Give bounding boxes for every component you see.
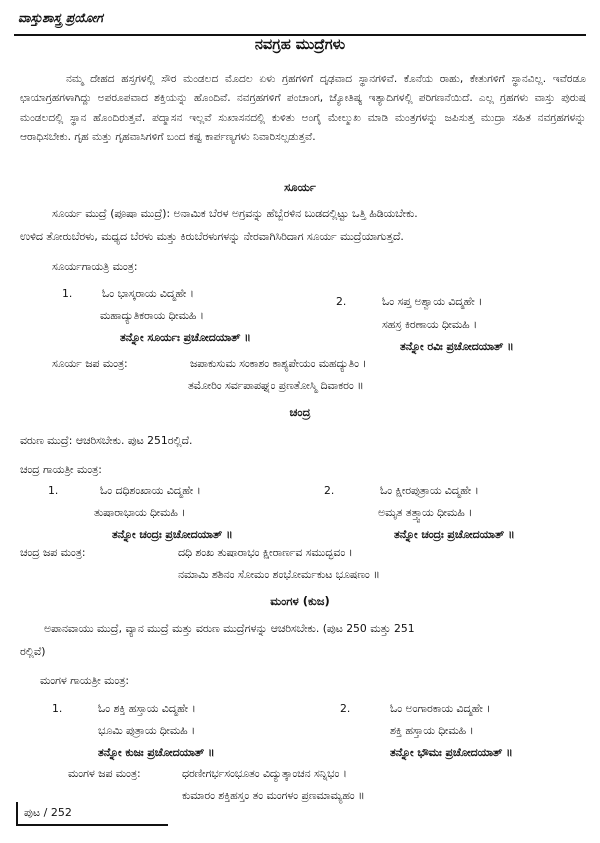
mangala-gayatri-number-2: 2. (340, 702, 351, 715)
chandra-gayatri-2-line-1: ಓಂ ಕ್ಷೀರಪುತ್ರಾಯ ವಿದ್ಮಹೇ । (380, 484, 479, 497)
chandra-gayatri-label: ಚಂದ್ರ ಗಾಯತ್ರೀ ಮಂತ್ರ: (20, 463, 102, 476)
mangala-gayatri-number-1: 1. (52, 702, 63, 715)
mangala-gayatri-2-line-1: ಓಂ ಅಂಗಾರಕಾಯ ವಿದ್ಮಹೇ । (390, 702, 491, 715)
surya-gayatri-number-2: 2. (336, 295, 347, 308)
mangala-mudra-text-cont: ರಲ್ಲಿವೆ) (20, 645, 46, 658)
page-title: ನವಗ್ರಹ ಮುದ್ರೆಗಳು (254, 37, 346, 53)
intro-paragraph: ನಮ್ಮ ದೇಹದ ಹಸ್ತಗಳಲ್ಲಿ ಸೌರ ಮಂಡಲದ ಮೊದಲ ಏಳು ಗ್ರಹಗಳಿಗೆ ದೃಢವಾದ ಸ್ಥಾನಗಳಿವೆ. ಕೊನೆಯ ರಾಹು, ಕೇತುಗಳಿಗೆ ಸ್ಥಾನವಿಲ್ಲ. ಇವೆರಡೂ ಛಾಯಾಗ್ರಹಗಳಾಗಿದ್ದು ಅಪರೂಪವಾದ ಶಕ್ತಿಯನ್ನು ಹೊಂದಿವೆ. ನವಗ್ರಹಗಳಿಗೆ ಪಂಚಾಂಗ, ಜ್ಯೋತಿಷ್ಯ ಇತ್ಯಾದಿಗಳಲ್ಲಿ ಪರಿಗಣನೆಯಿದೆ. ಎಲ್ಲ ಗ್ರಹಗಳು ವಾಸ್ತು ಪುರುಷ ಮಂಡಲದಲ್ಲಿ ಸ್ಥಾನ ಹೊಂದಿರುತ್ತವೆ. ಪದ್ಮಾಸನ ಇಲ್ಲವೆ ಸುಖಾಸನದಲ್ಲಿ ಕುಳಿತು ಅಂಗೈ ಮೇಲ್ಮುಖ ಮಾಡಿ ಮಂತ್ರಗಳನ್ನು ಜಪಿಸುತ್ತ ಮುದ್ರಾ ಸಹಿತ ನವಗ್ರಹಗಳನ್ನು ಆರಾಧಿಸಬೇಕು. ಗೃಹ ಮತ್ತು ಗೃಹವಾಸಿಗಳಿಗೆ ಬಂದ ಕಷ್ಟ ಕಾರ್ಪಣ್ಯಗಳು ನಿವಾರಿಸಲ್ಪಡುತ್ತವೆ. (20, 73, 586, 144)
surya-japa-label: ಸೂರ್ಯ ಜಪ ಮಂತ್ರ: (52, 357, 128, 370)
chandra-gayatri-number-1: 1. (48, 484, 59, 497)
chandra-japa-label: ಚಂದ್ರ ಜಪ ಮಂತ್ರ: (20, 546, 86, 559)
mangala-gayatri-1-line-2: ಭೂಮಿ ಪುತ್ರಾಯ ಧೀಮಹಿ । (98, 724, 196, 737)
chandra-gayatri-1-line-1: ಓಂ ದಧಿಶಂಖಾಯ ವಿದ್ಮಹೇ । (100, 484, 201, 497)
mangala-gayatri-2-line-3: ತನ್ನೋ ಭೌಮಃ ಪ್ರಚೋದಯಾತ್ ॥ (390, 746, 513, 759)
page-footer (16, 802, 168, 826)
mangala-gayatri-2-line-2: ಶಕ್ತಿ ಹಸ್ತಾಯ ಧೀಮಹಿ । (390, 724, 474, 737)
surya-gayatri-number-1: 1. (62, 287, 73, 300)
page-number: ಪುಟ / 252 (24, 806, 72, 819)
surya-gayatri-1-line-3: ತನ್ನೋ ಸೂರ್ಯಃ ಪ್ರಚೋದಯಾತ್ ॥ (120, 331, 251, 344)
mangala-gayatri-1-line-3: ತನ್ನೋ ಕುಜಃ ಪ್ರಚೋದಯಾತ್ ॥ (98, 746, 215, 759)
chandra-gayatri-number-2: 2. (324, 484, 335, 497)
section-heading-surya: ಸೂರ್ಯ (284, 180, 316, 194)
surya-gayatri-1-line-1: ಓಂ ಭಾಸ್ಕರಾಯ ವಿದ್ಮಹೇ । (102, 287, 194, 300)
surya-mudra-text-cont: ಉಳಿದ ತೋರುಬೆರಳು, ಮಧ್ಯದ ಬೆರಳು ಮತ್ತು ಕಿರುಬೆರಳುಗಳನ್ನು ನೇರವಾಗಿಸಿರಿದಾಗ ಸೂರ್ಯ ಮುದ್ರೆಯಾಗುತ್ತದೆ. (20, 230, 404, 243)
chandra-gayatri-1-line-2: ತುಷಾರಾಭಾಯ ಧೀಮಹಿ । (94, 506, 186, 519)
surya-japa-line-2: ತಮೋರಿಂ ಸರ್ವಪಾಪಘ್ನಂ ಪ್ರಣತೋಸ್ಮಿ ದಿವಾಕರಂ ॥ (188, 379, 364, 392)
running-header (14, 4, 586, 36)
surya-gayatri-label: ಸೂರ್ಯಗಾಯತ್ರಿ ಮಂತ್ರ: (52, 260, 138, 273)
surya-gayatri-2-line-3: ತನ್ನೋ ರವಿಃ ಪ್ರಚೋದಯಾತ್ ॥ (400, 340, 514, 353)
surya-gayatri-1-line-2: ಮಹಾದ್ಯುತಿಕರಾಯ ಧೀಮಹಿ । (100, 309, 204, 322)
chandra-japa-line-1: ದಧಿ ಶಂಖ ತುಷಾರಾಭಂ ಕ್ಷೀರಾರ್ಣವ ಸಮುದ್ಭವಂ । (178, 546, 353, 559)
mangala-mudra-text: ಅಪಾನವಾಯು ಮುದ್ರೆ, ವ್ಯಾನ ಮುದ್ರೆ ಮತ್ತು ವರುಣ ಮುದ್ರೆಗಳನ್ನು ಆಚರಿಸಬೇಕು. (ಪುಟ 250 ಮತ್ತು 251 (44, 622, 415, 635)
mangala-japa-line-1: ಧರಣೀಗರ್ಭಸಂಭೂತಂ ವಿದ್ಯುತ್ಕಾಂಚನ ಸನ್ನಿಭಂ । (182, 767, 347, 780)
mangala-gayatri-1-line-1: ಓಂ ಶಕ್ತಿ ಹಸ್ತಾಯ ವಿದ್ಮಹೇ । (98, 702, 196, 715)
chandra-gayatri-2-line-2: ಅಮೃತ ತತ್ತ್ವಾಯ ಧೀಮಹಿ । (378, 506, 473, 519)
mangala-japa-line-2: ಕುಮಾರಂ ಶಕ್ತಿಹಸ್ತಂ ತಂ ಮಂಗಳಂ ಪ್ರಣಮಾಮ್ಯಹಂ ॥ (182, 789, 365, 802)
section-heading-mangala: ಮಂಗಳ (ಕುಜ) (270, 594, 330, 608)
chandra-gayatri-1-line-3: ತನ್ನೋ ಚಂದ್ರಃ ಪ್ರಚೋದಯಾತ್ ॥ (112, 528, 233, 541)
section-heading-chandra: ಚಂದ್ರ (289, 405, 311, 419)
chandra-mudra-text: ವರುಣ ಮುದ್ರೆ: ಆಚರಿಸಬೇಕು. ಪುಟ 251ರಲ್ಲಿದೆ. (20, 434, 193, 447)
chandra-gayatri-2-line-3: ತನ್ನೋ ಚಂದ್ರಃ ಪ್ರಚೋದಯಾತ್ ॥ (394, 528, 515, 541)
surya-gayatri-2-line-2: ಸಹಸ್ರ ಕಿರಣಾಯ ಧೀಮಹಿ । (382, 318, 478, 331)
surya-mudra-text: ಸೂರ್ಯ ಮುದ್ರೆ (ಪೂಷಾ ಮುದ್ರೆ): ಅನಾಮಿಕ ಬೆರಳ ಅಗ್ರವನ್ನು ಹೆಬ್ಬೆರಳಿನ ಬುಡದಲ್ಲಿಟ್ಟು ಒತ್ತಿ ಹಿಡಿಯಬೇಕು. (52, 207, 418, 220)
header-title: ವಾಸ್ತುಶಾಸ್ತ್ರ ಪ್ರಯೋಗ (18, 10, 103, 25)
mangala-gayatri-label: ಮಂಗಳ ಗಾಯತ್ರೀ ಮಂತ್ರ: (40, 674, 129, 687)
surya-gayatri-2-line-1: ಓಂ ಸಪ್ತ ಅಶ್ವಾಯ ವಿದ್ಮಹೇ । (382, 295, 483, 308)
surya-japa-line-1: ಜಪಾಕುಸುಮ ಸಂಕಾಶಂ ಕಾಶ್ಯಪೇಯಂ ಮಹದ್ಯುತಿಂ । (190, 357, 367, 370)
mangala-japa-label: ಮಂಗಳ ಜಪ ಮಂತ್ರ: (68, 767, 141, 780)
chandra-japa-line-2: ನಮಾಮಿ ಶಶಿನಂ ಸೋಮಂ ಶಂಭೋರ್ಮಕುಟ ಭೂಷಣಂ ॥ (178, 568, 380, 581)
